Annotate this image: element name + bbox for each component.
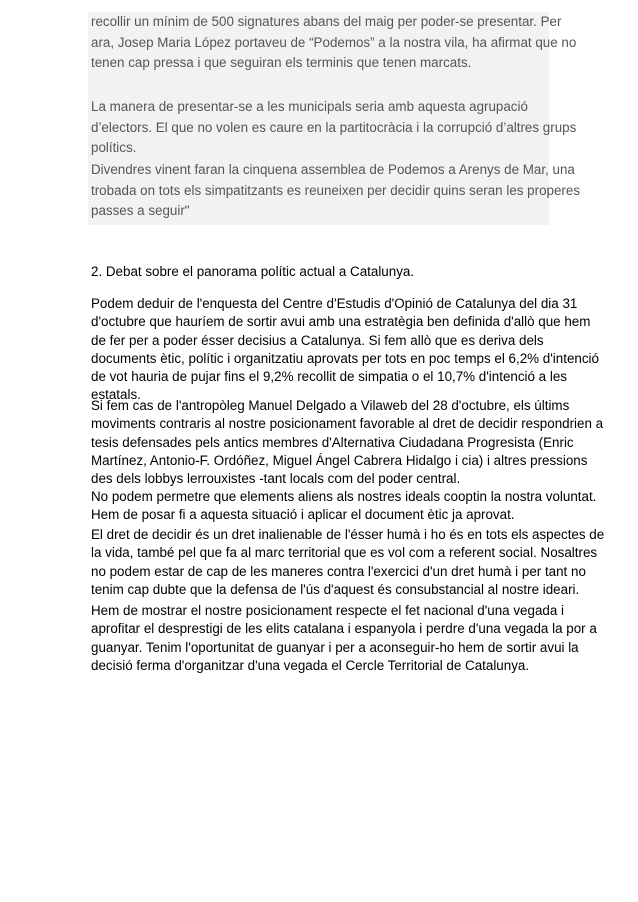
- text-line: documents ètic, polític i organitzatiu aprovats per tots en poc temps el 6,2% d'intenció: [91, 350, 599, 366]
- text-line: aprofitar el desprestigi de les elits catalana i espanyola i perdre d'una vegada la por a: [91, 621, 597, 637]
- text-line: d’electors. El que no volen es caure en la partitocràcia i la corrupció d’altres grups: [91, 119, 577, 135]
- text-line: Hem de mostrar el nostre posicionament respecte el fet nacional d'una vegada i: [91, 603, 564, 618]
- paragraph-1: [91, 295, 599, 405]
- text-line: Si fem cas de l'antropòleg Manuel Delgado a Vilaweb del 28 d'octubre, els últims: [91, 398, 570, 413]
- paragraph-5: [91, 602, 597, 675]
- quote-box: [88, 12, 581, 225]
- text-line: tesis defensades pels antics membres d'Alternativa Ciudadana Progresista (Enric: [91, 434, 574, 450]
- text-line: passes a seguir": [91, 203, 190, 218]
- text-line: ara, Josep Maria López portaveu de “Podemos” a la nostra vila, ha afirmat que no: [91, 34, 577, 50]
- text-line: Divendres vinent faran la cinquena assemblea de Podemos a Arenys de Mar, una: [91, 162, 575, 177]
- text-line: Martínez, Antonio-F. Ordóñez, Miguel Ángel Cabrera Hidalgo i cia) i altres pressions: [91, 452, 588, 468]
- text-line: des dels lobbys lerrouxistes -tant locals com del poder central.: [91, 471, 461, 487]
- quote-paragraph-2: [91, 97, 576, 159]
- text-line: guanyar. Tenim l'oportunitat de guanyar i per a aconseguir-ho hem de sortir avui la: [91, 639, 579, 655]
- text-line: recollir un mínim de 500 signatures abans del maig per poder-se presentar. Per: [91, 14, 562, 29]
- text-line: tenim cap dubte que la defensa de l'ús d'aquest és consubstancial al nostre ideari.: [91, 581, 580, 597]
- text-line: la vida, també pel que fa al marc territorial que es vol com a referent social. Nosaltres: [91, 545, 598, 561]
- text-line: Podem deduir de l'enquesta del Centre d'Estudis d'Opinió de Catalunya del dia 31: [91, 296, 578, 311]
- section-heading: 2. Debat sobre el panorama polític actual a Catalunya.: [91, 264, 415, 279]
- text-line: no podem estar de cap de les maneres contra l'exercici d'un dret humà i per tant no: [91, 563, 586, 579]
- text-line: No podem permetre que elements aliens als nostres ideals cooptin la nostra voluntat.: [91, 489, 597, 504]
- text-line: El dret de decidir és un dret inalienable de l'ésser humà i ho és en tots els aspectes de: [91, 527, 605, 542]
- text-line: Hem de posar fi a aquesta situació i aplicar el document ètic ja aprovat.: [91, 507, 515, 523]
- paragraph-2: [91, 397, 603, 488]
- text-line: estatals.: [91, 387, 141, 403]
- text-line: de fer per a poder ésser decisius a Catalunya. Si fem allò que es deriva dels: [91, 332, 544, 348]
- text-line: tenen cap pressa i que seguiran els terminis que tenen marcats.: [91, 55, 472, 70]
- text-line: trobada on tots els simpatitzants es reuneixen per decidir quins seran les properes: [91, 182, 581, 198]
- text-line: de vot hauria de pujar fins el 9,2% recollit de simpatia o el 10,7% d'intenció a les: [91, 369, 567, 385]
- text-line: d'octubre que hauríem de sortir avui amb una estratègia ben definida d'allò que hem: [91, 314, 591, 330]
- paragraph-3: [91, 488, 596, 525]
- quote-paragraph-1: [91, 12, 576, 74]
- text-line: moviments contraris al nostre posicionament favorable al dret de decidir respondrien a: [91, 416, 604, 432]
- text-line: decisió ferma d'organitzar d'una vegada el Cercle Territorial de Catalunya.: [91, 657, 530, 673]
- text-line: La manera de presentar-se a les municipals seria amb aquesta agrupació: [91, 99, 528, 114]
- paragraph-4: [91, 526, 604, 599]
- text-line: polítics.: [91, 140, 137, 155]
- quote-paragraph-3: [91, 160, 580, 222]
